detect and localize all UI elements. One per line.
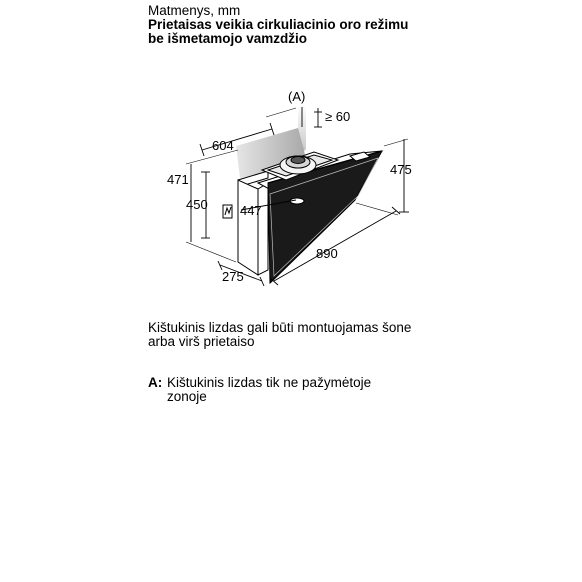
label-a: (A) [288, 89, 306, 104]
clearance-dimension: ≥ 60 [325, 109, 351, 124]
height-475-dimension: 475 [390, 162, 412, 177]
width-604-dimension: 604 [212, 138, 234, 153]
units-label: Matmenys, mm [148, 3, 241, 18]
length-890-dimension: 890 [316, 246, 338, 261]
note-a-line-1: Kištukinis lizdas tik ne pažymėtoje [167, 375, 372, 390]
note-socket-line-2: arba virš prietaiso [148, 334, 255, 349]
plug-socket-icon [223, 205, 232, 218]
title-line-2: be išmetamojo vamzdžio [148, 31, 308, 46]
height-450-dimension: 450 [186, 197, 208, 212]
title-line-1: Prietaisas veikia cirkuliacinio oro režimu [148, 17, 409, 32]
depth-447-dimension: 447 [240, 203, 262, 218]
note-a-line-2: zonoje [167, 389, 207, 404]
depth-275-dimension: 275 [222, 269, 244, 284]
height-471-dimension: 471 [167, 172, 189, 187]
note-a-key: A: [148, 375, 163, 390]
note-socket-line-1: Kištukinis lizdas gali būti montuojamas šone [148, 320, 412, 335]
